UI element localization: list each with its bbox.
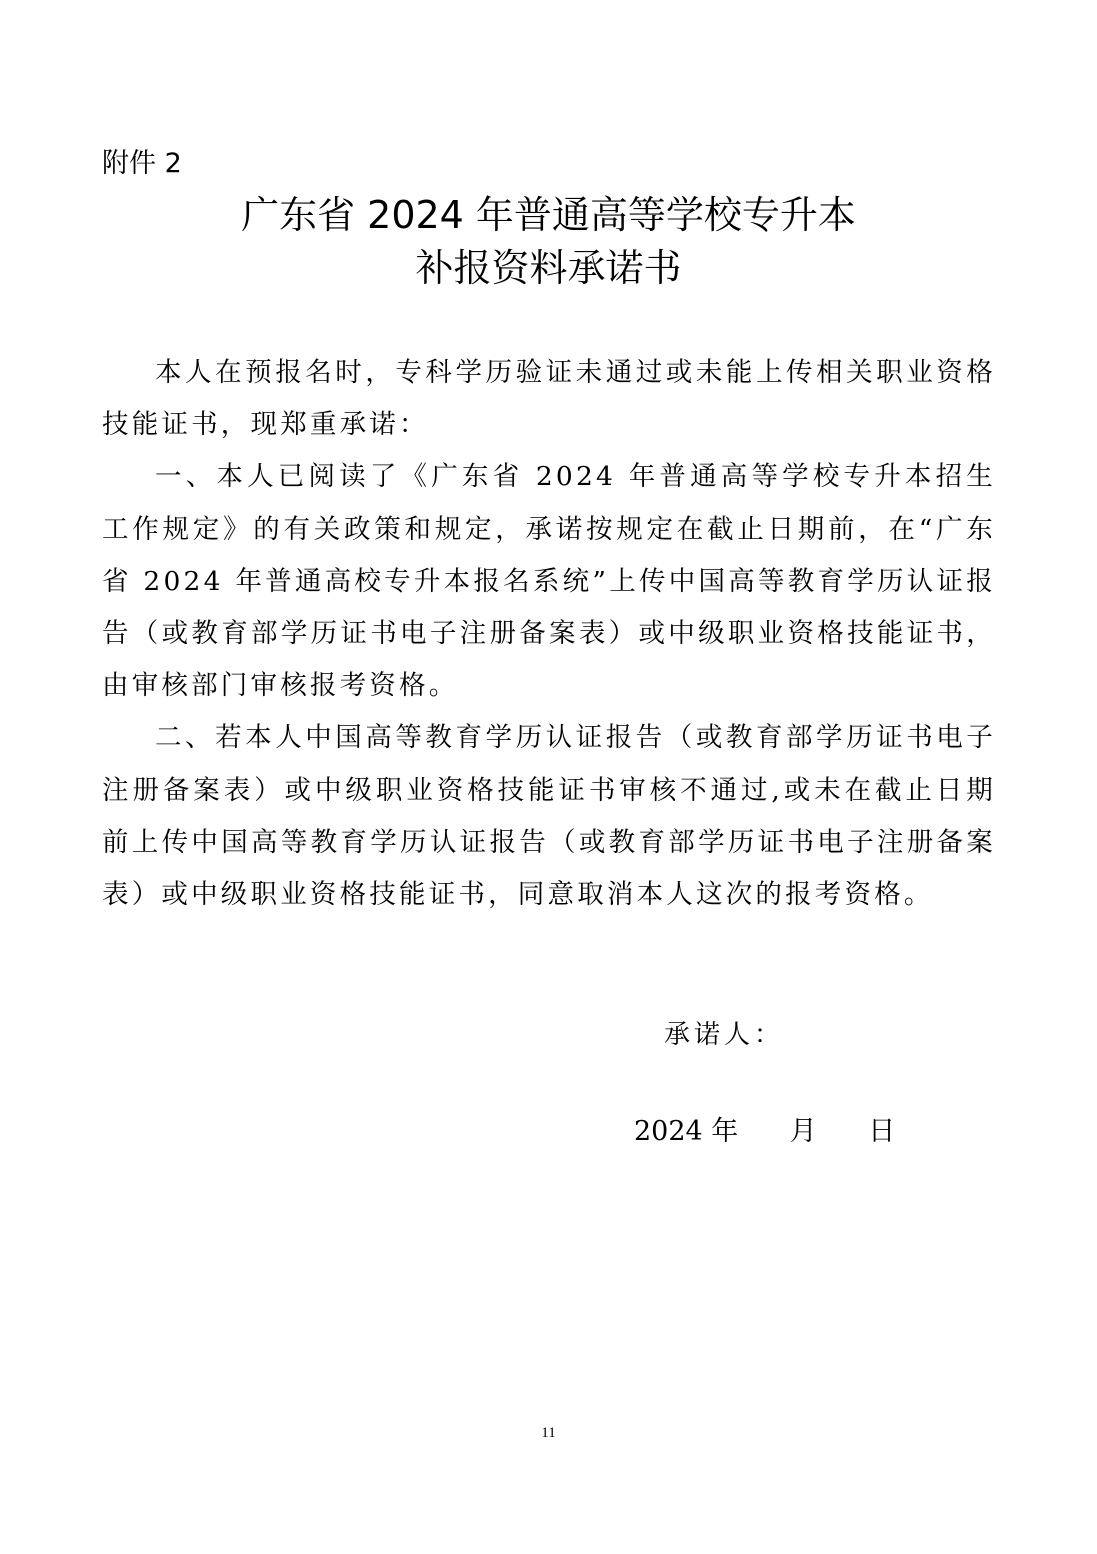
document-body (102, 347, 996, 921)
intro-paragraph: 本人在预报名时，专科学历验证未通过或未能上传相关职业资格技能证书，现郑重承诺： (102, 357, 996, 441)
commitment-item-2: 二、若本人中国高等教育学历认证报告（或教育部学历证书电子注册备案表）或中级职业资格技能证书审核不通过,或未在截止日期前上传中国高等教育学历认证报告（或教育部学历证书电子注册备案表）或中级职业资格技能证书，同意取消本人这次的报考资格。 (102, 722, 996, 911)
document-title-line-2: 补报资料承诺书 (415, 246, 682, 290)
signer-label: 承诺人： (664, 1020, 785, 1050)
date-line: 2024 年 月 日 (634, 1116, 896, 1147)
attachment-label: 附件 2 (102, 148, 182, 179)
page-number: 11 (541, 1425, 556, 1441)
document-title-line-1: 广东省 2024 年普通高等学校专升本 (241, 193, 856, 237)
commitment-item-1: 一、本人已阅读了《广东省 2024 年普通高等学校专升本招生工作规定》的有关政策和规定，承诺按规定在截止日期前，在“广东省 2024 年普通高校专升本报名系统”上传中国高等教育学历认证报告（或教育部学历证书电子注册备案表）或中级职业资格技能证书，由审核部门审核报考资格。 (102, 461, 996, 702)
